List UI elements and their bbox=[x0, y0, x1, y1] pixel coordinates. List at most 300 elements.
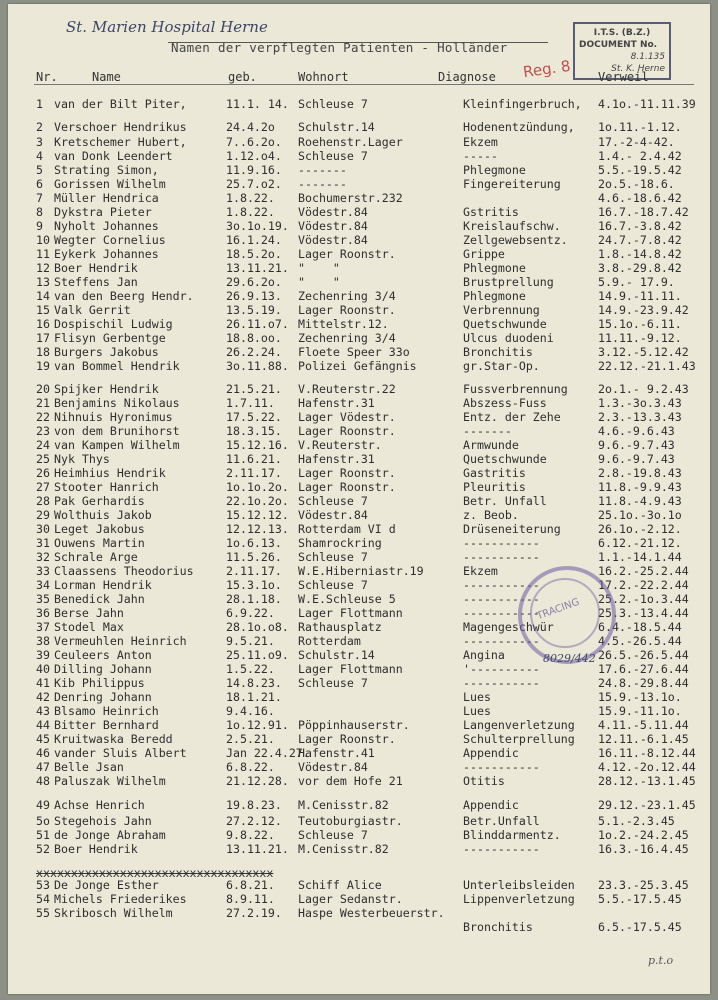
cell-dates: 1o.11.-1.12. bbox=[598, 120, 682, 134]
cell-geb: 22.1o.2o. bbox=[226, 494, 289, 508]
cell-name: Wolthuis Jakob bbox=[54, 508, 152, 522]
cell-diag: Brustprellung bbox=[463, 275, 554, 289]
cell-geb: 3o.1o.19. bbox=[226, 219, 289, 233]
cell-diag: ----------- bbox=[463, 578, 540, 592]
cell-diag: Fussverbrennung bbox=[463, 382, 568, 396]
cell-diag: Ekzem bbox=[463, 135, 498, 149]
cell-geb: 17.5.22. bbox=[226, 410, 282, 424]
cell-geb: 3o.11.88. bbox=[226, 359, 289, 373]
cell-geb: 26.11.o7. bbox=[226, 317, 289, 331]
cell-geb: 28.1o.o8. bbox=[226, 620, 289, 634]
cell-name: vander Sluis Albert bbox=[54, 746, 187, 760]
cell-ort: Lager Vödestr. bbox=[298, 410, 396, 424]
cell-nr: 32 bbox=[36, 550, 50, 564]
cell-ort: Rotterdam VI d bbox=[298, 522, 396, 536]
cell-geb: 15.12.12. bbox=[226, 508, 289, 522]
cell-nr: 9 bbox=[36, 219, 43, 233]
cell-dates: 4.6.-9.6.43 bbox=[598, 424, 675, 438]
cell-nr: 12 bbox=[36, 261, 50, 275]
cell-ort: Vödestr.84 bbox=[298, 233, 368, 247]
cell-ort: Hafenstr.31 bbox=[298, 396, 375, 410]
cell-diag: Phlegmone bbox=[463, 261, 526, 275]
stamp-line-3: 8.1.135 bbox=[630, 52, 665, 62]
cell-ort: Schleuse 7 bbox=[298, 676, 368, 690]
cell-nr: 29 bbox=[36, 508, 50, 522]
cell-diag: Lippenverletzung bbox=[463, 892, 575, 906]
cell-geb: 26.9.13. bbox=[226, 289, 282, 303]
cell-nr: 24 bbox=[36, 438, 50, 452]
cell-geb: 13.5.19. bbox=[226, 303, 282, 317]
cell-dates: 26.1o.-2.12. bbox=[598, 522, 682, 536]
cell-geb: 1.12.o4. bbox=[226, 149, 282, 163]
cell-dates: 5.5.-19.5.42 bbox=[598, 163, 682, 177]
cell-name: Kruitwaska Beredd bbox=[54, 732, 173, 746]
cell-name: Leget Jakobus bbox=[54, 522, 145, 536]
header-rule bbox=[34, 84, 694, 85]
cell-nr: 39 bbox=[36, 648, 50, 662]
cell-name: Claassens Theodorius bbox=[54, 564, 194, 578]
cell-dates: 24.8.-29.8.44 bbox=[598, 676, 689, 690]
cell-nr: 46 bbox=[36, 746, 50, 760]
cell-dates: 11.11.-9.12. bbox=[598, 331, 682, 345]
cell-ort: Floete Speer 33o bbox=[298, 345, 410, 359]
cell-geb: 28.1.18. bbox=[226, 592, 282, 606]
cell-nr: 40 bbox=[36, 662, 50, 676]
cell-nr: 25 bbox=[36, 452, 50, 466]
cell-dates: 9.6.-9.7.43 bbox=[598, 438, 675, 452]
cell-geb: 2.11.17. bbox=[226, 466, 282, 480]
cell-geb: 11.6.21. bbox=[226, 452, 282, 466]
cell-dates: 17.6.-27.6.44 bbox=[598, 662, 689, 676]
cell-geb: 6.9.22. bbox=[226, 606, 275, 620]
cell-ort: Vödestr.84 bbox=[298, 219, 368, 233]
cell-nr: 8 bbox=[36, 205, 43, 219]
cell-name: Pak Gerhardis bbox=[54, 494, 145, 508]
header-geb: geb. bbox=[228, 70, 257, 84]
cell-ort: Schleuse 7 bbox=[298, 149, 368, 163]
cell-diag: Quetschwunde bbox=[463, 317, 547, 331]
stamp-line-2: DOCUMENT No. bbox=[579, 40, 658, 50]
cell-diag: ----------- bbox=[463, 634, 540, 648]
cell-diag: Appendic bbox=[463, 746, 519, 760]
cell-diag: Quetschwunde bbox=[463, 452, 547, 466]
cell-diag: Blinddarmentz. bbox=[463, 828, 561, 842]
cell-dates: 24.7.-7.8.42 bbox=[598, 233, 682, 247]
cell-geb: 18.1.21. bbox=[226, 690, 282, 704]
stamp-line-4: St. K. Herne bbox=[611, 64, 665, 74]
cell-ort: Roehenstr.Lager bbox=[298, 135, 403, 149]
cell-diag: ----------- bbox=[463, 842, 540, 856]
cell-dates: 4.12.-2o.12.44 bbox=[598, 760, 696, 774]
document-page bbox=[8, 4, 710, 994]
cell-geb: 1.8.22. bbox=[226, 191, 275, 205]
cell-geb: 1o.1o.2o. bbox=[226, 480, 289, 494]
cell-nr: 42 bbox=[36, 690, 50, 704]
cell-name: Vermeuhlen Heinrich bbox=[54, 634, 187, 648]
cell-diag: Lues bbox=[463, 704, 491, 718]
cell-nr: 21 bbox=[36, 396, 50, 410]
cell-dates: 14.9.-23.9.42 bbox=[598, 303, 689, 317]
cell-geb: 1.8.22. bbox=[226, 205, 275, 219]
cell-diag: Schulterprellung bbox=[463, 732, 575, 746]
cell-ort: Hafenstr.31 bbox=[298, 452, 375, 466]
cell-geb: Jan 22.4.27. bbox=[226, 746, 310, 760]
cell-ort: Schleuse 7 bbox=[298, 550, 368, 564]
cell-geb: 1.5.22. bbox=[226, 662, 275, 676]
cell-dates: 16.7.-3.8.42 bbox=[598, 219, 682, 233]
cell-diag: ----------- bbox=[463, 550, 540, 564]
cell-name: Dilling Johann bbox=[54, 662, 152, 676]
cell-dates: 16.11.-8.12.44 bbox=[598, 746, 696, 760]
cell-geb: 11.5.26. bbox=[226, 550, 282, 564]
cell-diag: Armwunde bbox=[463, 438, 519, 452]
cell-nr: 19 bbox=[36, 359, 50, 373]
cell-diag: ----------- bbox=[463, 536, 540, 550]
cell-diag: gr.Star-Op. bbox=[463, 359, 540, 373]
cell-nr: 11 bbox=[36, 247, 50, 261]
cell-nr: 47 bbox=[36, 760, 50, 774]
cell-dates: 9.6.-9.7.43 bbox=[598, 452, 675, 466]
cell-ort: Lager Roonstr. bbox=[298, 480, 396, 494]
cell-name: Dykstra Pieter bbox=[54, 205, 152, 219]
document-title: Namen der verpflegten Patienten - Holländer bbox=[171, 40, 508, 55]
cell-name: Stegehois Jahn bbox=[54, 814, 152, 828]
cell-geb: 13.11.21. bbox=[226, 842, 289, 856]
cell-name: Belle Jsan bbox=[54, 760, 124, 774]
cell-nr: 13 bbox=[36, 275, 50, 289]
cell-diag: ----- bbox=[463, 149, 498, 163]
cell-dates: 28.12.-13.1.45 bbox=[598, 774, 696, 788]
cell-ort: Bochumerstr.232 bbox=[298, 191, 403, 205]
cell-nr: 5 bbox=[36, 163, 43, 177]
cell-dates: 5.9.- 17.9. bbox=[598, 275, 675, 289]
cell-dates: 3.8.-29.8.42 bbox=[598, 261, 682, 275]
cell-ort: Lager Roonstr. bbox=[298, 466, 396, 480]
cell-name: van den Beerg Hendr. bbox=[54, 289, 194, 303]
cell-name: Burgers Jakobus bbox=[54, 345, 159, 359]
cell-name: Wegter Cornelius bbox=[54, 233, 166, 247]
cell-nr: 2 bbox=[36, 120, 43, 134]
cell-geb: 21.12.28. bbox=[226, 774, 289, 788]
cell-ort: ------- bbox=[298, 163, 347, 177]
circle-stamp-text: TRACING bbox=[535, 596, 582, 623]
cell-ort: " " bbox=[298, 261, 340, 275]
cell-name: Nihnuis Hyronimus bbox=[54, 410, 173, 424]
cell-diag: Pleuritis bbox=[463, 480, 526, 494]
cell-diag: Langenverletzung bbox=[463, 718, 575, 732]
cell-geb: 14.8.23. bbox=[226, 676, 282, 690]
cell-diag: Bronchitis bbox=[463, 345, 533, 359]
cell-diag: ----------- bbox=[463, 676, 540, 690]
cell-nr: 43 bbox=[36, 704, 50, 718]
cell-nr: 3 bbox=[36, 135, 43, 149]
cell-ort: Schiff Alice bbox=[298, 878, 382, 892]
cell-dates: 2.3.-13.3.43 bbox=[598, 410, 682, 424]
cell-nr: 17 bbox=[36, 331, 50, 345]
cell-diag: Bronchitis bbox=[463, 920, 533, 934]
crossed-out-line: xxxxxxxxxxxxxxxxxxxxxxxxxxxxxxxxxx bbox=[36, 866, 274, 880]
cell-diag: Hodenentzündung, bbox=[463, 120, 575, 134]
cell-dates: 1.1.-14.1.44 bbox=[598, 550, 682, 564]
cell-name: Müller Hendrica bbox=[54, 191, 159, 205]
cell-name: Flisyn Gerbentge bbox=[54, 331, 166, 345]
cell-diag: Unterleibsleiden bbox=[463, 878, 575, 892]
cell-nr: 31 bbox=[36, 536, 50, 550]
pto-note: p.t.o bbox=[648, 954, 674, 967]
cell-ort: Lager Roonstr. bbox=[298, 247, 396, 261]
cell-name: Lorman Hendrik bbox=[54, 578, 152, 592]
cell-ort: Shamrockring bbox=[298, 536, 382, 550]
cell-dates: 5.1.-2.3.45 bbox=[598, 814, 675, 828]
cell-ort: Vödestr.84 bbox=[298, 205, 368, 219]
cell-name: Skribosch Wilhelm bbox=[54, 906, 173, 920]
cell-dates: 2o.1.- 9.2.43 bbox=[598, 382, 689, 396]
cell-geb: 9.4.16. bbox=[226, 704, 275, 718]
cell-dates: 25.1o.-3o.1o bbox=[598, 508, 682, 522]
cell-nr: 52 bbox=[36, 842, 50, 856]
cell-ort: Schleuse 7 bbox=[298, 97, 368, 111]
cell-ort: Haspe Westerbeuerstr. bbox=[298, 906, 445, 920]
cell-diag: Kleinfingerbruch, bbox=[463, 97, 582, 111]
cell-ort: Lager Flottmann bbox=[298, 606, 403, 620]
cell-dates: 1o.2.-24.2.45 bbox=[598, 828, 689, 842]
cell-ort: V.Reuterstr. bbox=[298, 438, 382, 452]
cell-dates: 15.9.-11.1o. bbox=[598, 704, 682, 718]
cell-name: van Bommel Hendrik bbox=[54, 359, 180, 373]
cell-diag: ----------- bbox=[463, 606, 540, 620]
cell-name: van Kampen Wilhelm bbox=[54, 438, 180, 452]
cell-dates: 16.2.-25.2.44 bbox=[598, 564, 689, 578]
cell-nr: 55 bbox=[36, 906, 50, 920]
cell-ort: Schleuse 7 bbox=[298, 494, 368, 508]
cell-diag: Verbrennung bbox=[463, 303, 540, 317]
cell-ort: W.E.Hiberniastr.19 bbox=[298, 564, 424, 578]
header-verweil: Verweil bbox=[598, 70, 649, 84]
cell-ort: Lager Roonstr. bbox=[298, 303, 396, 317]
stamp-line-1: I.T.S. (B.Z.) bbox=[593, 28, 651, 38]
cell-nr: 5o bbox=[36, 814, 50, 828]
cell-name: Berse Jahn bbox=[54, 606, 124, 620]
cell-name: Heimhius Hendrik bbox=[54, 466, 166, 480]
cell-name: Kib Philippus bbox=[54, 676, 145, 690]
cell-dates: 4.6.-18.6.42 bbox=[598, 191, 682, 205]
cell-nr: 37 bbox=[36, 620, 50, 634]
cell-ort: Pöppinhauserstr. bbox=[298, 718, 410, 732]
cell-ort: Teutoburgiastr. bbox=[298, 814, 403, 828]
cell-diag: Abszess-Fuss bbox=[463, 396, 547, 410]
cell-dates: 14.9.-11.11. bbox=[598, 289, 682, 303]
cell-dates: 16.7.-18.7.42 bbox=[598, 205, 689, 219]
cell-name: De Jonge Esther bbox=[54, 878, 159, 892]
cell-geb: 25.7.o2. bbox=[226, 177, 282, 191]
header-wohnort: Wohnort bbox=[298, 70, 349, 84]
cell-geb: 27.2.12. bbox=[226, 814, 282, 828]
cell-geb: 24.4.2o bbox=[226, 120, 275, 134]
cell-ort: M.Cenisstr.82 bbox=[298, 842, 389, 856]
cell-dates: 26.5.-26.5.44 bbox=[598, 648, 689, 662]
cell-ort: Schulstr.14 bbox=[298, 648, 375, 662]
cell-ort: ------- bbox=[298, 177, 347, 191]
cell-name: Strating Simon, bbox=[54, 163, 159, 177]
cell-dates: 17.-2-4-42. bbox=[598, 135, 675, 149]
cell-geb: 11.9.16. bbox=[226, 163, 282, 177]
cell-diag: Magengeschwür bbox=[463, 620, 554, 634]
cell-nr: 35 bbox=[36, 592, 50, 606]
cell-dates: 4.5.-26.5.44 bbox=[598, 634, 682, 648]
cell-nr: 15 bbox=[36, 303, 50, 317]
cell-geb: 12.12.13. bbox=[226, 522, 289, 536]
cell-dates: 1.8.-14.8.42 bbox=[598, 247, 682, 261]
cell-geb: 15.12.16. bbox=[226, 438, 289, 452]
cell-nr: 33 bbox=[36, 564, 50, 578]
cell-diag: Drüseneiterung bbox=[463, 522, 561, 536]
handwritten-header: St. Marien Hospital Herne bbox=[66, 18, 268, 36]
cell-name: de Jonge Abraham bbox=[54, 828, 166, 842]
cell-ort: Zechenring 3/4 bbox=[298, 289, 396, 303]
cell-geb: 16.1.24. bbox=[226, 233, 282, 247]
handwritten-number: 8029/442 bbox=[543, 652, 596, 665]
red-ink-mark: Reg. 8 bbox=[521, 56, 572, 82]
cell-diag: Betr. Unfall bbox=[463, 494, 547, 508]
cell-ort: W.E.Schleuse 5 bbox=[298, 592, 396, 606]
cell-name: Spijker Hendrik bbox=[54, 382, 159, 396]
cell-nr: 20 bbox=[36, 382, 50, 396]
cell-ort: Lager Sedanstr. bbox=[298, 892, 403, 906]
cell-nr: 18 bbox=[36, 345, 50, 359]
cell-diag: Grippe bbox=[463, 247, 505, 261]
cell-nr: 36 bbox=[36, 606, 50, 620]
cell-dates: 22.12.-21.1.43 bbox=[598, 359, 696, 373]
cell-dates: 1.3.-3o.3.43 bbox=[598, 396, 682, 410]
cell-name: Dospischil Ludwig bbox=[54, 317, 173, 331]
cell-geb: 18.8.oo. bbox=[226, 331, 282, 345]
cell-name: van Donk Leendert bbox=[54, 149, 173, 163]
cell-diag: Zellgewebsentz. bbox=[463, 233, 568, 247]
cell-dates: 4.1o.-11.11.39 bbox=[598, 97, 696, 111]
cell-geb: 27.2.19. bbox=[226, 906, 282, 920]
cell-name: Schrale Arge bbox=[54, 550, 138, 564]
cell-diag: Fingereiterung bbox=[463, 177, 561, 191]
cell-dates: 3.12.-5.12.42 bbox=[598, 345, 689, 359]
cell-dates: 15.9.-13.1o. bbox=[598, 690, 682, 704]
cell-nr: 14 bbox=[36, 289, 50, 303]
cell-nr: 44 bbox=[36, 718, 50, 732]
cell-dates: 4.11.-5.11.44 bbox=[598, 718, 689, 732]
cell-dates: 1.4.- 2.4.42 bbox=[598, 149, 682, 163]
cell-name: Gorissen Wilhelm bbox=[54, 177, 166, 191]
cell-dates: 16.3.-16.4.45 bbox=[598, 842, 689, 856]
cell-name: Blsamo Heinrich bbox=[54, 704, 159, 718]
cell-geb: 21.5.21. bbox=[226, 382, 282, 396]
cell-name: Valk Gerrit bbox=[54, 303, 131, 317]
cell-name: Eykerk Johannes bbox=[54, 247, 159, 261]
cell-ort: Hafenstr.41 bbox=[298, 746, 375, 760]
cell-diag: Phlegmone bbox=[463, 289, 526, 303]
cell-name: van der Bilt Piter, bbox=[54, 97, 187, 111]
cell-name: Benjamins Nikolaus bbox=[54, 396, 180, 410]
cell-diag: ----------- bbox=[463, 592, 540, 606]
cell-name: Stodel Max bbox=[54, 620, 124, 634]
cell-geb: 13.11.21. bbox=[226, 261, 289, 275]
cell-dates: 2.8.-19.8.43 bbox=[598, 466, 682, 480]
cell-nr: 10 bbox=[36, 233, 50, 247]
cell-nr: 54 bbox=[36, 892, 50, 906]
cell-nr: 1 bbox=[36, 97, 43, 111]
cell-diag: Angina bbox=[463, 648, 505, 662]
cell-diag: Otitis bbox=[463, 774, 505, 788]
cell-dates: 15.1o.-6.11. bbox=[598, 317, 682, 331]
cell-geb: 2.11.17. bbox=[226, 564, 282, 578]
cell-geb: 18.3.15. bbox=[226, 424, 282, 438]
cell-name: Michels Friederikes bbox=[54, 892, 187, 906]
cell-name: Kretschemer Hubert, bbox=[54, 135, 187, 149]
cell-ort: Vödestr.84 bbox=[298, 760, 368, 774]
cell-ort: Schulstr.14 bbox=[298, 120, 375, 134]
cell-ort: vor dem Hofe 21 bbox=[298, 774, 403, 788]
cell-ort: Lager Roonstr. bbox=[298, 424, 396, 438]
cell-diag: '---------- bbox=[463, 662, 540, 676]
cell-diag: Betr.Unfall bbox=[463, 814, 540, 828]
cell-geb: 6.8.21. bbox=[226, 878, 275, 892]
cell-dates: 25.3.-13.4.44 bbox=[598, 606, 689, 620]
cell-diag: Kreislaufschw. bbox=[463, 219, 561, 233]
cell-geb: 9.8.22. bbox=[226, 828, 275, 842]
header-diagnose: Diagnose bbox=[438, 70, 496, 84]
cell-dates: 6.4.-18.5.44 bbox=[598, 620, 682, 634]
cell-nr: 28 bbox=[36, 494, 50, 508]
cell-geb: 1o.12.91. bbox=[226, 718, 289, 732]
cell-name: von dem Brunihorst bbox=[54, 424, 180, 438]
cell-diag: ------- bbox=[463, 424, 512, 438]
cell-nr: 51 bbox=[36, 828, 50, 842]
cell-geb: 1o.6.13. bbox=[226, 536, 282, 550]
cell-diag: Lues bbox=[463, 690, 491, 704]
cell-ort: Zechenring 3/4 bbox=[298, 331, 396, 345]
cell-name: Boer Hendrik bbox=[54, 261, 138, 275]
cell-ort: Polizei Gefängnis bbox=[298, 359, 417, 373]
header-nr: Nr. bbox=[36, 70, 58, 84]
cell-name: Verschoer Hendrikus bbox=[54, 120, 187, 134]
cell-dates: 11.8.-4.9.43 bbox=[598, 494, 682, 508]
cell-nr: 30 bbox=[36, 522, 50, 536]
cell-nr: 27 bbox=[36, 480, 50, 494]
cell-nr: 4 bbox=[36, 149, 43, 163]
cell-geb: 26.2.24. bbox=[226, 345, 282, 359]
cell-name: Boer Hendrik bbox=[54, 842, 138, 856]
cell-ort: " " bbox=[298, 275, 340, 289]
cell-ort: M.Cenisstr.82 bbox=[298, 798, 389, 812]
cell-nr: 38 bbox=[36, 634, 50, 648]
cell-diag: Gstritis bbox=[463, 205, 519, 219]
cell-geb: 9.5.21. bbox=[226, 634, 275, 648]
cell-ort: Mittelstr.12. bbox=[298, 317, 389, 331]
cell-ort: Lager Roonstr. bbox=[298, 732, 396, 746]
cell-geb: 15.3.1o. bbox=[226, 578, 282, 592]
cell-name: Bitter Bernhard bbox=[54, 718, 159, 732]
cell-name: Benedick Jahn bbox=[54, 592, 145, 606]
cell-nr: 49 bbox=[36, 798, 50, 812]
header-name: Name bbox=[92, 70, 121, 84]
cell-ort: Schleuse 7 bbox=[298, 578, 368, 592]
cell-name: Nyk Thys bbox=[54, 452, 110, 466]
cell-nr: 7 bbox=[36, 191, 43, 205]
cell-ort: Schleuse 7 bbox=[298, 828, 368, 842]
cell-dates: 29.12.-23.1.45 bbox=[598, 798, 696, 812]
cell-name: Paluszak Wilhelm bbox=[54, 774, 166, 788]
cell-dates: 6.12.-21.12. bbox=[598, 536, 682, 550]
cell-ort: Lager Flottmann bbox=[298, 662, 403, 676]
cell-diag: z. Beob. bbox=[463, 508, 519, 522]
